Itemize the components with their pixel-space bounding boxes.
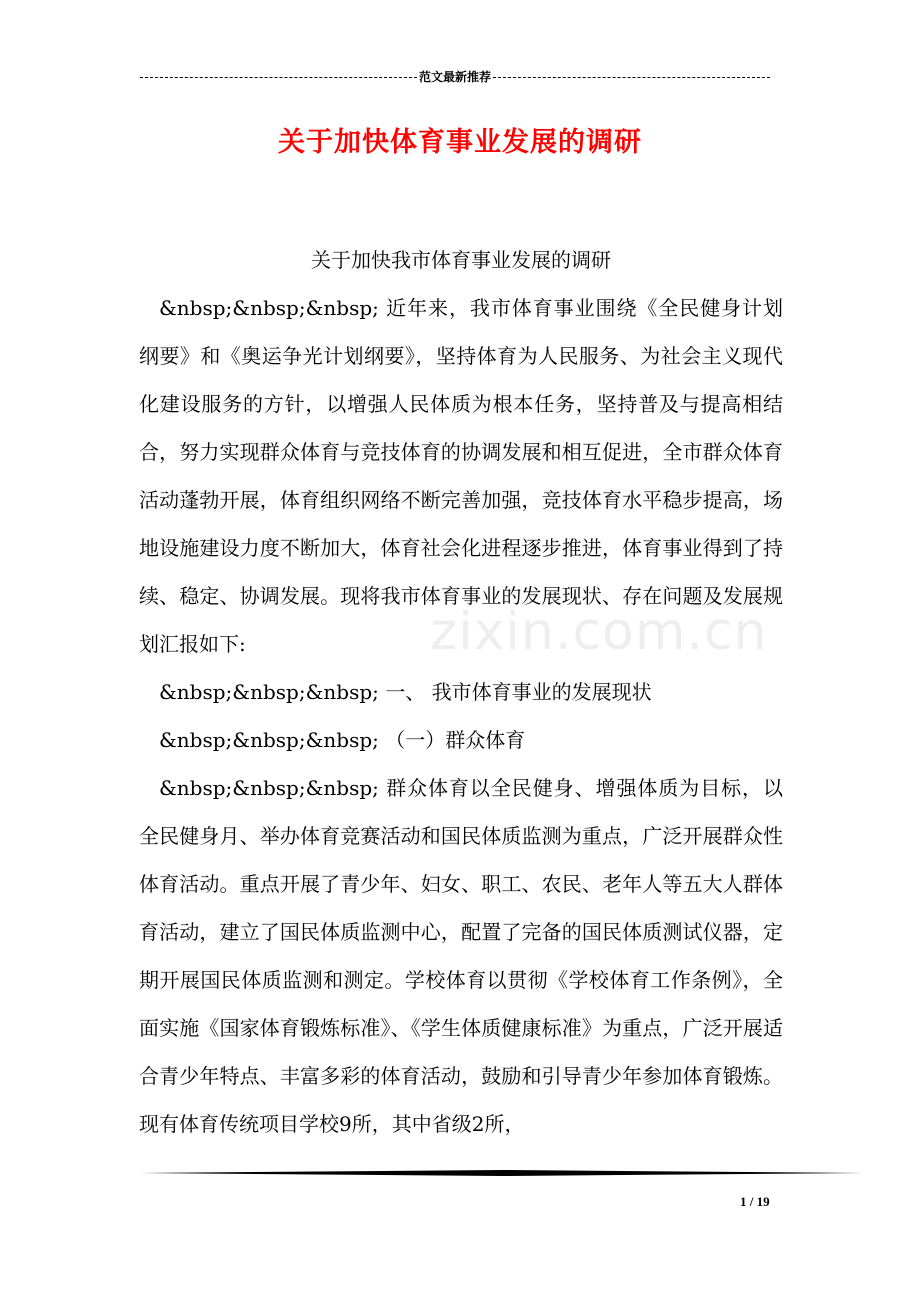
paragraph-intro: &nbsp;&nbsp;&nbsp; 近年来，我市体育事业围绕《全民健身计划纲要》和《奥运争光计划纲要》，坚持体育为人民服务、为社会主义现代化建设服务的方针，以增强人民体质为根本任务，坚持普及与提高相结合，努力实现群众体育与竞技体育的协调发展和相互促进，全市群众体育活动蓬勃开展，体育组织网络不断完善加强，竞技体育水平稳步提高，场地设施建设力度不断加大，体育社会化进程逐步推进，体育事业得到了持续、稳定、协调发展。现将我市体育事业的发展现状、存在问题及发展规划汇报如下: xyxy=(139,296,783,656)
header-dash-left xyxy=(140,77,417,78)
page-number: 1 / 19 xyxy=(740,1194,770,1209)
document-title: 关于加快体育事业发展的调研 xyxy=(278,127,642,158)
section-heading-1: &nbsp;&nbsp;&nbsp; 一、 我市体育事业的发展现状 xyxy=(159,680,652,704)
document-body xyxy=(139,236,783,1148)
document-subtitle: 关于加快我市体育事业发展的调研 xyxy=(311,248,611,272)
paragraph-mass-sports: &nbsp;&nbsp;&nbsp; 群众体育以全民健身、增强体质为目标，以全民健身月、举办体育竞赛活动和国民体质监测为重点，广泛开展群众性体育活动。重点开展了青少年、妇女、职工、农民、老年人等五大人群体育活动，建立了国民体质监测中心，配置了完备的国民体质测试仪器，定期开展国民体质监测和测定。学校体育以贯彻《学校体育工作条例》，全面实施《国家体育锻炼标准》、《学生体质健康标准》为重点，广泛开展适合青少年特点、丰富多彩的体育活动，鼓励和引导青少年参加体育锻炼。现有体育传统项目学校9所，其中省级2所， xyxy=(139,776,783,1136)
page-header xyxy=(140,66,770,86)
subsection-heading-1: &nbsp;&nbsp;&nbsp; （一）群众体育 xyxy=(159,728,526,752)
watermark: zixin.com.cn xyxy=(430,602,768,662)
header-dash-right xyxy=(493,77,770,78)
header-label: 范文最新推荐 xyxy=(419,69,492,84)
footer-divider xyxy=(140,1170,864,1176)
